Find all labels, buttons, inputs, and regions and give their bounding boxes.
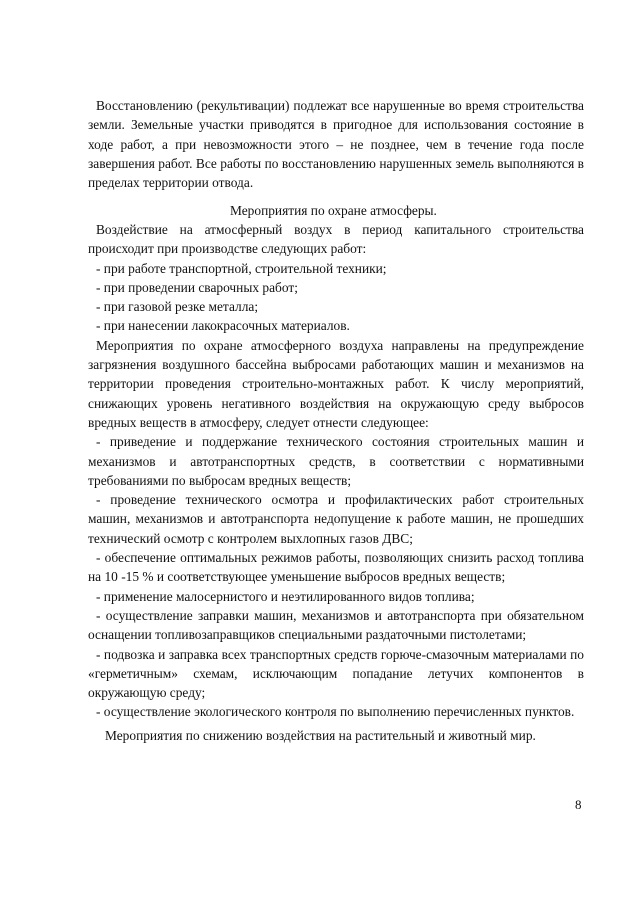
measure-item: - приведение и поддержание технического состояния строительных машин и механизмов и автотранспортных средств, в соответствии с нормативными требованиями по выбросам вредных веществ;	[88, 434, 584, 488]
atmosphere-lead: Воздействие на атмосферный воздух в период капитального строительства происходит при производстве следующих работ:	[88, 222, 584, 257]
measure-item: - применение малосернистого и неэтилированного видов топлива;	[96, 588, 475, 604]
atmosphere-section	[88, 220, 584, 722]
intro-section	[88, 96, 584, 192]
intro-paragraph: Восстановлению (рекультивации) подлежат все нарушенные во время строительства земли. Земельные участки приводятся в пригодное для использования состояние в ходе работ, а при невозможности этого – не позднее, чем в течение года после завершения работ. Все работы по восстановлению нарушенных земель выполняются в пределах территории отвода.	[88, 98, 584, 191]
work-item: - при газовой резке металла;	[96, 299, 259, 315]
measure-item: - осуществление заправки машин, механизмов и автотранспорта при обязательном оснащении топливозаправщиков специальными раздаточными пистолетами;	[88, 607, 584, 643]
measure-item: - проведение технического осмотра и профилактических работ строительных машин, механизмов и автотранспорта недопущение к работе машин, не прошедших технический осмотр с контролем выхлопных газов ДВС;	[88, 492, 584, 546]
measure-item: - обеспечение оптимальных режимов работы, позволяющих снизить расход топлива на 10 -15 % и соответствующее уменьшение выбросов вредных веществ;	[88, 550, 584, 585]
measures-lead: Мероприятия по охране атмосферного воздуха направлены на предупреждение загрязнения воздушного бассейна выбросами работающих машин и механизмов на территории проведения строительно-монтажных работ. К числу мероприятий, снижающих уровень негативного воздействия на окружающую среду выбросов вредных веществ в атмосферу, следует отнести следующее:	[88, 337, 584, 430]
measure-item: - подвозка и заправка всех транспортных средств горюче-смазочным материалами по «герметичным» схемам, исключающим попадание летучих компонентов в окружающую среду;	[88, 646, 584, 701]
work-item: - при проведении сварочных работ;	[96, 279, 298, 295]
atmosphere-heading: Мероприятия по охране атмосферы.	[230, 203, 437, 218]
measure-item: - осуществление экологического контроля по выполнению перечисленных пунктов.	[96, 704, 575, 720]
page-number: 8	[575, 797, 582, 812]
work-item: - при работе транспортной, строительной техники;	[96, 260, 387, 276]
work-item: - при нанесении лакокрасочных материалов.	[96, 318, 350, 334]
flora-fauna-heading: Мероприятия по снижению воздействия на растительный и животный мир.	[105, 728, 536, 743]
